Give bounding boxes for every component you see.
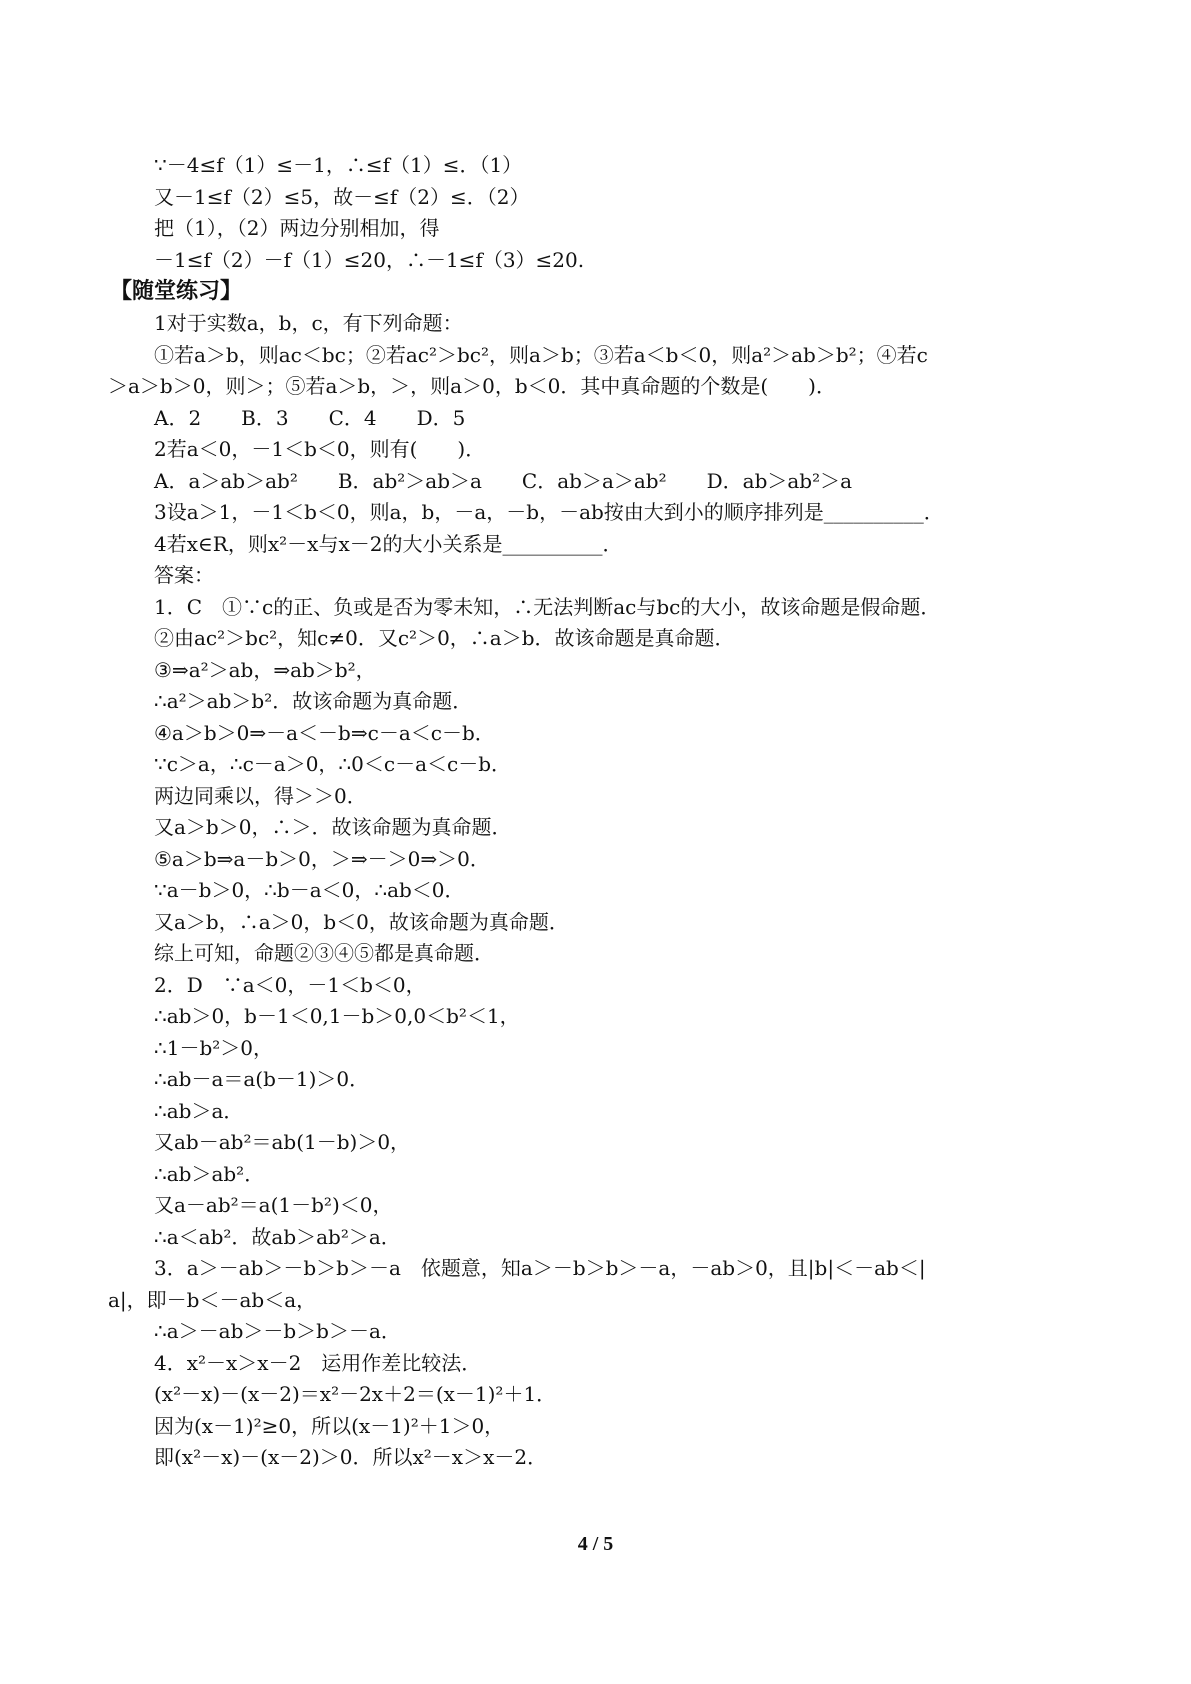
text-line: 4若x∈R，则x²－x与x－2的大小关系是__________． [154,531,623,556]
text-line: 又ab－ab²＝ab(1－b)＞0， [154,1130,411,1154]
text-line: 答案： [154,563,214,587]
text-line: ②由ac²＞bc²，知c≠0．又c²＞0，∴a＞b．故该命题是真命题． [154,626,735,650]
text-line: ∴ab＞ab²． [154,1161,265,1186]
answer-block-end [108,1316,1088,1474]
text-line: 把（1），（2）两边分别相加，得 [154,216,440,240]
text-line: ∵a－b＞0，∴b－a＜0，∴ab＜0． [154,878,465,902]
text-line: ∴ab＞0，b－1＜0,1－b＞0,0＜b²＜1， [154,1004,520,1028]
text-line: 2若a＜0，－1＜b＜0，则有( )． [154,437,486,461]
text-line: A．a＞ab＞ab² B．ab²＞ab＞a C．ab＞a＞ab² D．ab＞ab²＞a [154,468,853,493]
text-line: ∴a²＞ab＞b²．故该命题为真命题． [154,689,473,713]
solution-continuation [108,150,1088,276]
text-line: ∴a＞－ab＞－b＞b＞－a． [154,1319,401,1343]
text-line: ∴1－b²＞0， [154,1035,273,1060]
text-line: 1．C ①∵c的正、负或是否为零未知，∴无法判断ac与bc的大小，故该命题是假命题． [154,594,941,619]
text-line: 又a＞b，∴a＞0，b＜0，故该命题为真命题． [154,909,569,934]
exercise-block [108,308,1088,371]
page-body [108,150,1088,1474]
text-line: ⑤a＞b⇒a－b＞0，＞⇒－＞0⇒＞0． [154,846,490,871]
text-line: 2．D ∵a＜0，－1＜b＜0， [154,972,426,997]
text-line: 即(x²－x)－(x－2)＞0．所以x²－x＞x－2． [154,1445,548,1469]
text-line: ①若a＞b，则ac＜bc；②若ac²＞bc²，则a＞b；③若a＜b＜0，则a²＞ab＞b²；④若c [154,342,928,367]
text-line: (x²－x)－(x－2)＝x²－2x＋2＝(x－1)²＋1． [154,1382,557,1406]
text-line: 因为(x－1)²≥0，所以(x－1)²＋1＞0， [154,1413,505,1438]
text-line: 1对于实数a，b，c，有下列命题： [154,311,463,335]
text-line: －1≤f（2）－f（1）≤20，∴－1≤f（3）≤20. [154,247,585,272]
text-line: ∴ab＞a． [154,1098,244,1123]
text-line: 又－1≤f（2）≤5，故－≤f（2）≤．（2） [154,184,530,209]
page-number: 4 / 5 [577,1533,614,1555]
text-line: 综上可知，命题②③④⑤都是真命题． [154,941,494,965]
text-line: 又a－ab²＝a(1－b²)＜0， [154,1193,393,1217]
text-line: ④a＞b＞0⇒－a＜－b⇒c－a＜c－b． [154,720,495,745]
text-line: 4．x²－x＞x－2 运用作差比较法． [154,1350,482,1375]
text-line: 两边同乘以，得＞＞0． [154,783,367,808]
text-line: 3设a＞1，－1＜b＜0，则a，b，－a，－b，－ab按由大到小的顺序排列是__________． [154,500,944,524]
text-line: ∴ab－a＝a(b－1)＞0． [154,1067,370,1091]
section-heading: 【随堂练习】 [110,279,243,304]
text-line: A．2 B．3 C．4 D．5 [154,405,466,430]
text-line: ∵－4≤f（1）≤－1，∴≤f（1）≤．（1） [154,153,523,177]
answer-block [108,403,1088,1285]
text-line-continued: ＞a＞b＞0，则＞；⑤若a＞b，＞，则a＞0，b＜0．其中真命题的个数是( )． [108,374,836,398]
text-line: ∵c＞a，∴c－a＞0，∴0＜c－a＜c－b． [154,752,512,776]
text-line-continued: a|，即－b＜－ab＜a， [108,1287,317,1312]
text-line: ∴a＜ab²．故ab＞ab²＞a． [154,1224,401,1249]
text-line: 又a＞b＞0，∴＞．故该命题为真命题． [154,815,512,839]
text-line: ③⇒a²＞ab，⇒ab＞b²， [154,657,376,682]
text-line: 3．a＞－ab＞－b＞b＞－a 依题意，知a＞－b＞b＞－a，－ab＞0，且|b|＜－ab＜| [154,1256,926,1280]
